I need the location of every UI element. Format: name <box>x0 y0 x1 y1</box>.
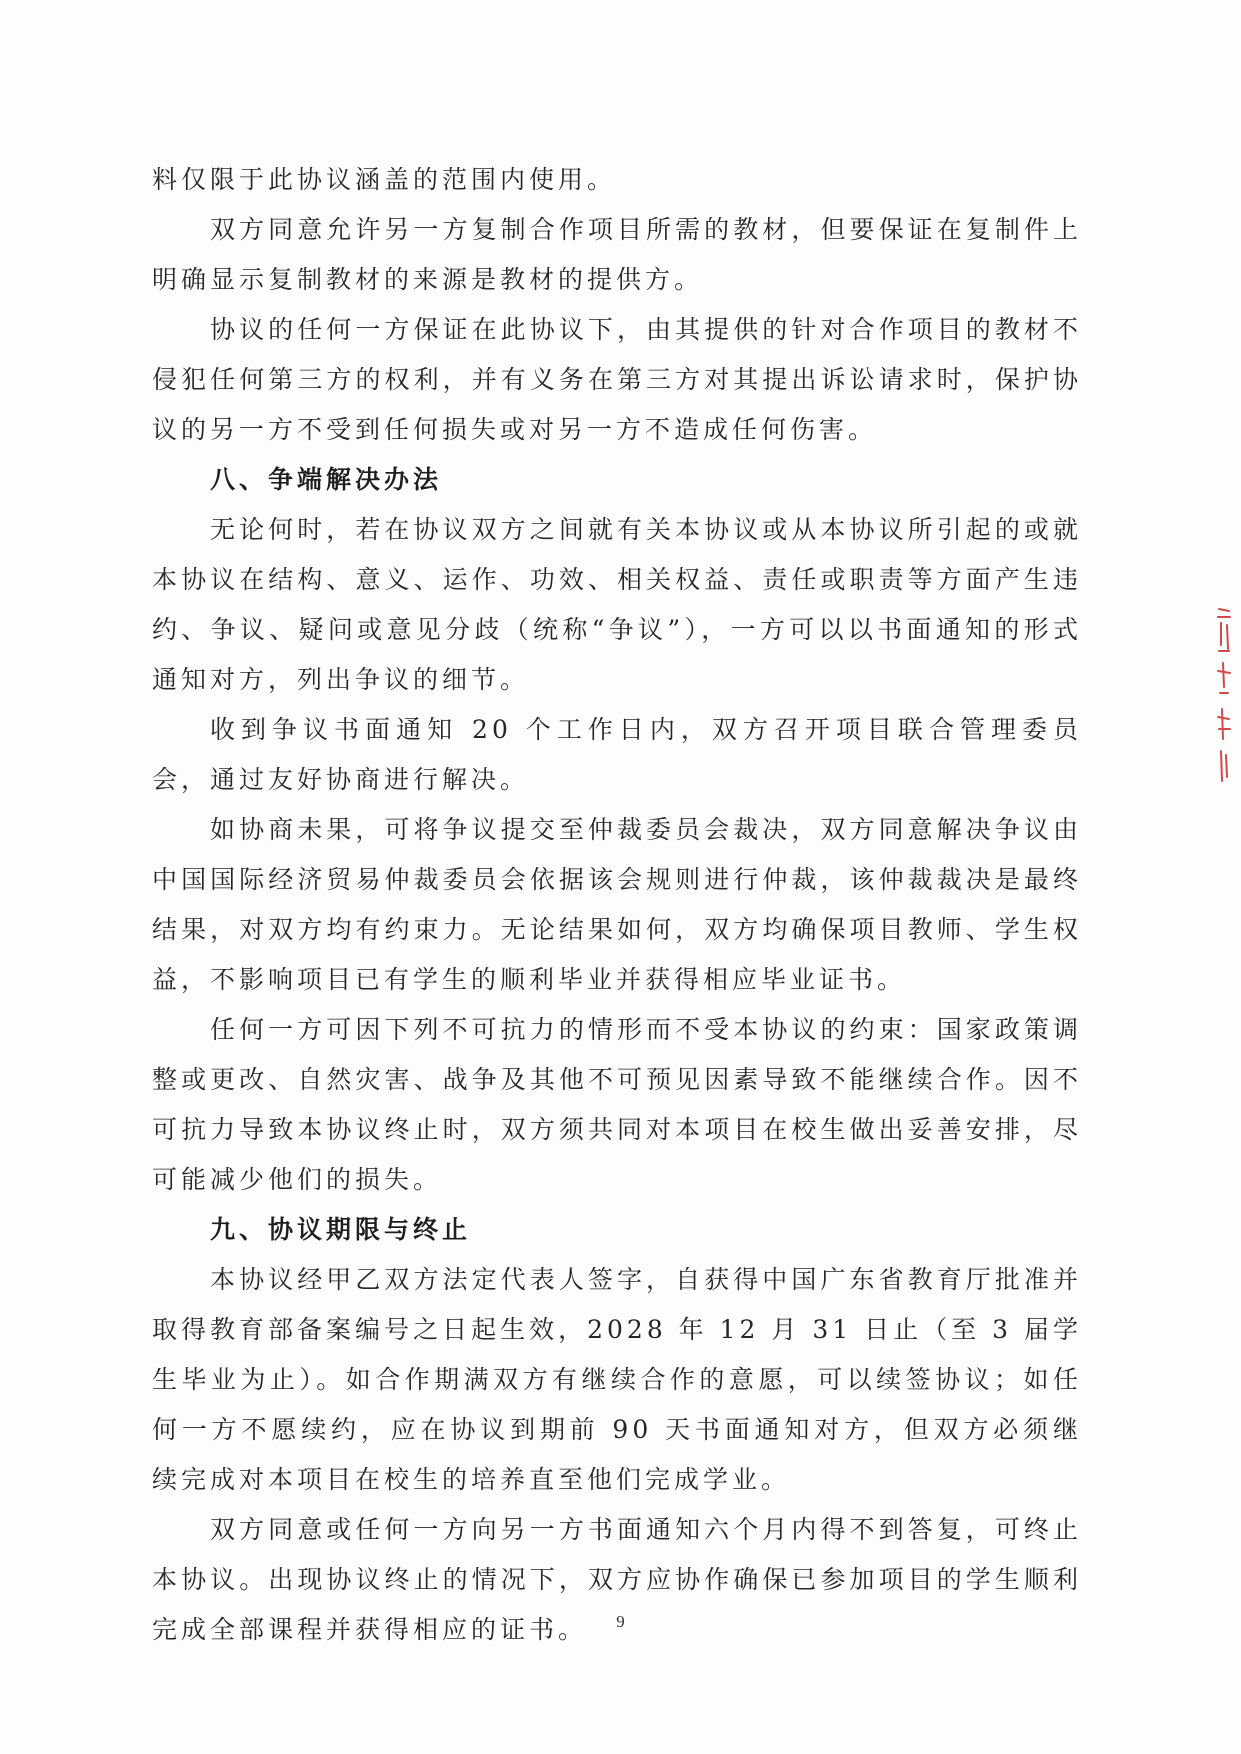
body-paragraph: 双方同意或任何一方向另一方书面通知六个月内得不到答复，可终止本协议。出现协议终止的情况下，双方应协作确保已参加项目的学生顺利完成全部课程并获得相应的证书。 <box>152 1515 1082 1644</box>
body-paragraph: 任何一方可因下列不可抗力的情形而不受本协议的约束：国家政策调整或更改、自然灾害、战争及其他不可预见因素导致不能继续合作。因不可抗力导致本协议终止时，双方须共同对本项目在校生做出妥善安排，尽可能减少他们的损失。 <box>152 1015 1082 1194</box>
section-heading: 九、协议期限与终止 <box>210 1215 472 1244</box>
body-paragraph: 收到争议书面通知 20 个工作日内，双方召开项目联合管理委员会，通过友好协商进行解决。 <box>152 715 1082 794</box>
seal-fragment-icon <box>1213 605 1235 785</box>
body-paragraph: 如协商未果，可将争议提交至仲裁委员会裁决，双方同意解决争议由中国国际经济贸易仲裁委员会依据该会规则进行仲裁，该仲裁裁决是最终结果，对双方均有约束力。无论结果如何，双方均确保项目教师、学生权益，不影响项目已有学生的顺利毕业并获得相应毕业证书。 <box>152 815 1082 994</box>
body-paragraph: 无论何时，若在协议双方之间就有关本协议或从本协议所引起的或就本协议在结构、意义、运作、功效、相关权益、责任或职责等方面产生违约、争议、疑问或意见分歧（统称“争议”），一方可以以书面通知的形式通知对方，列出争议的细节。 <box>152 515 1082 694</box>
body-paragraph: 双方同意允许另一方复制合作项目所需的教材，但要保证在复制件上明确显示复制教材的来源是教材的提供方。 <box>152 215 1082 294</box>
document-body <box>152 155 1082 1655</box>
section-heading: 八、争端解决办法 <box>210 465 443 494</box>
body-paragraph: 本协议经甲乙双方法定代表人签字，自获得中国广东省教育厅批准并取得教育部备案编号之日起生效，2028 年 12 月 31 日止（至 3 届学生毕业为止）。如合作期满双方有继续合作的意愿，可以续签协议；如任何一方不愿续约，应在协议到期前 90 天书面通知对方，但双方必须继续完成对本项目在校生的培养直至他们完成学业。 <box>152 1265 1082 1494</box>
body-paragraph: 料仅限于此协议涵盖的范围内使用。 <box>152 165 617 194</box>
page-number: 9 <box>616 1612 625 1631</box>
body-paragraph: 协议的任何一方保证在此协议下，由其提供的针对合作项目的教材不侵犯任何第三方的权利，并有义务在第三方对其提出诉讼请求时，保护协议的另一方不受到任何损失或对另一方不造成任何伤害。 <box>152 315 1082 444</box>
